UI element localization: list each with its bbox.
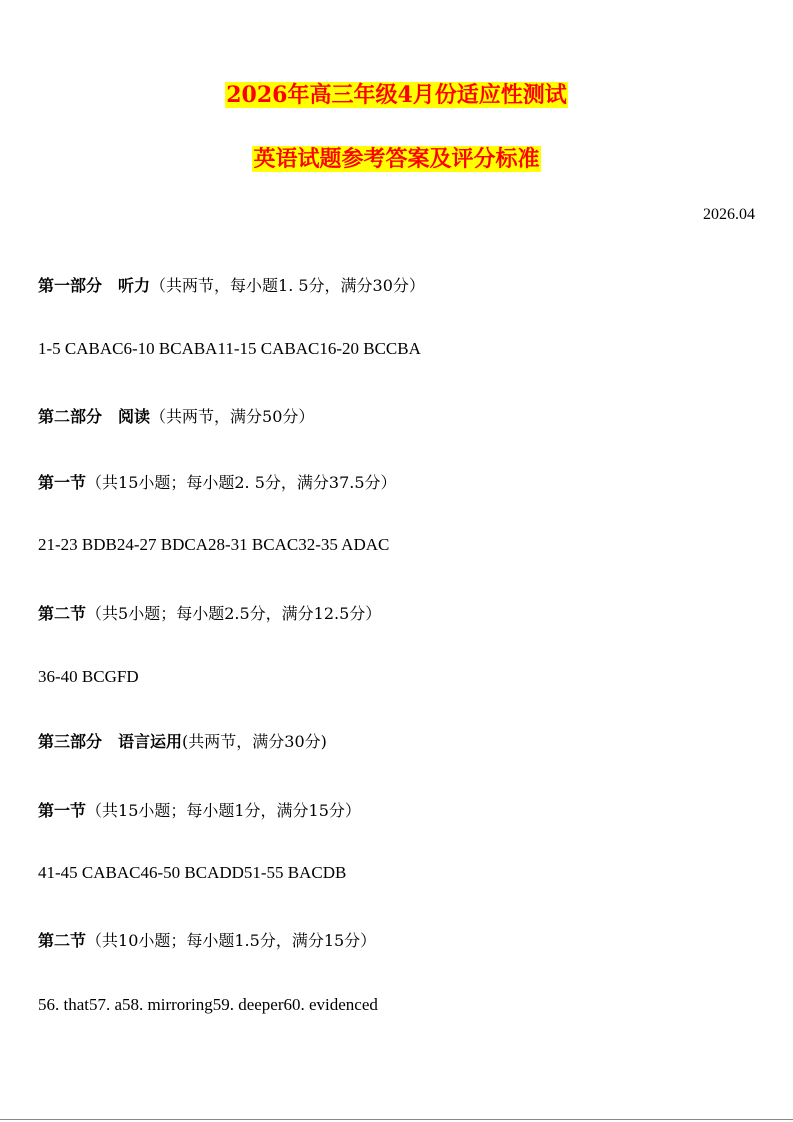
part3-section1-answers: 41-45 CABAC46-50 BCADD51-55 BACDB	[38, 863, 347, 882]
part2-section2-heading-note: （共5小题；每小题2.5分，满分12.5分）	[86, 604, 382, 623]
document-title-text: 2026年高三年级4月份适应性测试	[226, 82, 567, 108]
part3-heading-note: (共两节，满分30分)	[182, 732, 327, 751]
part3-section2-heading-title: 第二节	[38, 931, 87, 950]
part3-section2-heading-note: （共10小题；每小题1.5分，满分15分）	[86, 931, 377, 950]
document-subtitle-text: 英语试题参考答案及评分标准	[253, 146, 540, 172]
part1-answers: 1-5 CABAC6-10 BCABA11-15 CABAC16-20 BCCBA	[38, 339, 421, 358]
part2-section1-answers: 21-23 BDB24-27 BDCA28-31 BCAC32-35 ADAC	[38, 535, 390, 554]
part3-section2-heading	[38, 930, 376, 952]
part2-section1-heading-note: （共15小题；每小题2. 5分，满分37.5分）	[86, 473, 397, 492]
part2-section1-heading	[38, 472, 397, 494]
part1-heading	[38, 275, 425, 297]
part2-section2-heading	[38, 603, 381, 625]
part3-section1-heading-note: （共15小题；每小题1分，满分15分）	[86, 801, 361, 820]
page-bottom-divider	[0, 1119, 793, 1120]
part3-section1-heading	[38, 800, 361, 822]
part2-heading-title: 第二部分 阅读	[38, 407, 151, 426]
part3-heading-title: 第三部分 语言运用	[38, 732, 183, 751]
document-subtitle	[0, 144, 793, 174]
part2-section2-answers: 36-40 BCGFD	[38, 667, 139, 686]
part2-heading-note: （共两节，满分50分）	[150, 407, 315, 426]
part2-section1-heading-title: 第一节	[38, 473, 87, 492]
part2-heading	[38, 406, 314, 428]
part3-section2-answers: 56. that57. a58. mirroring59. deeper60. evidenced	[38, 995, 378, 1014]
part3-heading	[38, 731, 327, 753]
part2-section2-heading-title: 第二节	[38, 604, 87, 623]
part1-heading-note: （共两节，每小题1. 5分，满分30分）	[150, 276, 425, 295]
part3-section1-heading-title: 第一节	[38, 801, 87, 820]
document-title	[0, 80, 793, 110]
part1-heading-title: 第一部分 听力	[38, 276, 151, 295]
document-date: 2026.04	[703, 206, 755, 223]
